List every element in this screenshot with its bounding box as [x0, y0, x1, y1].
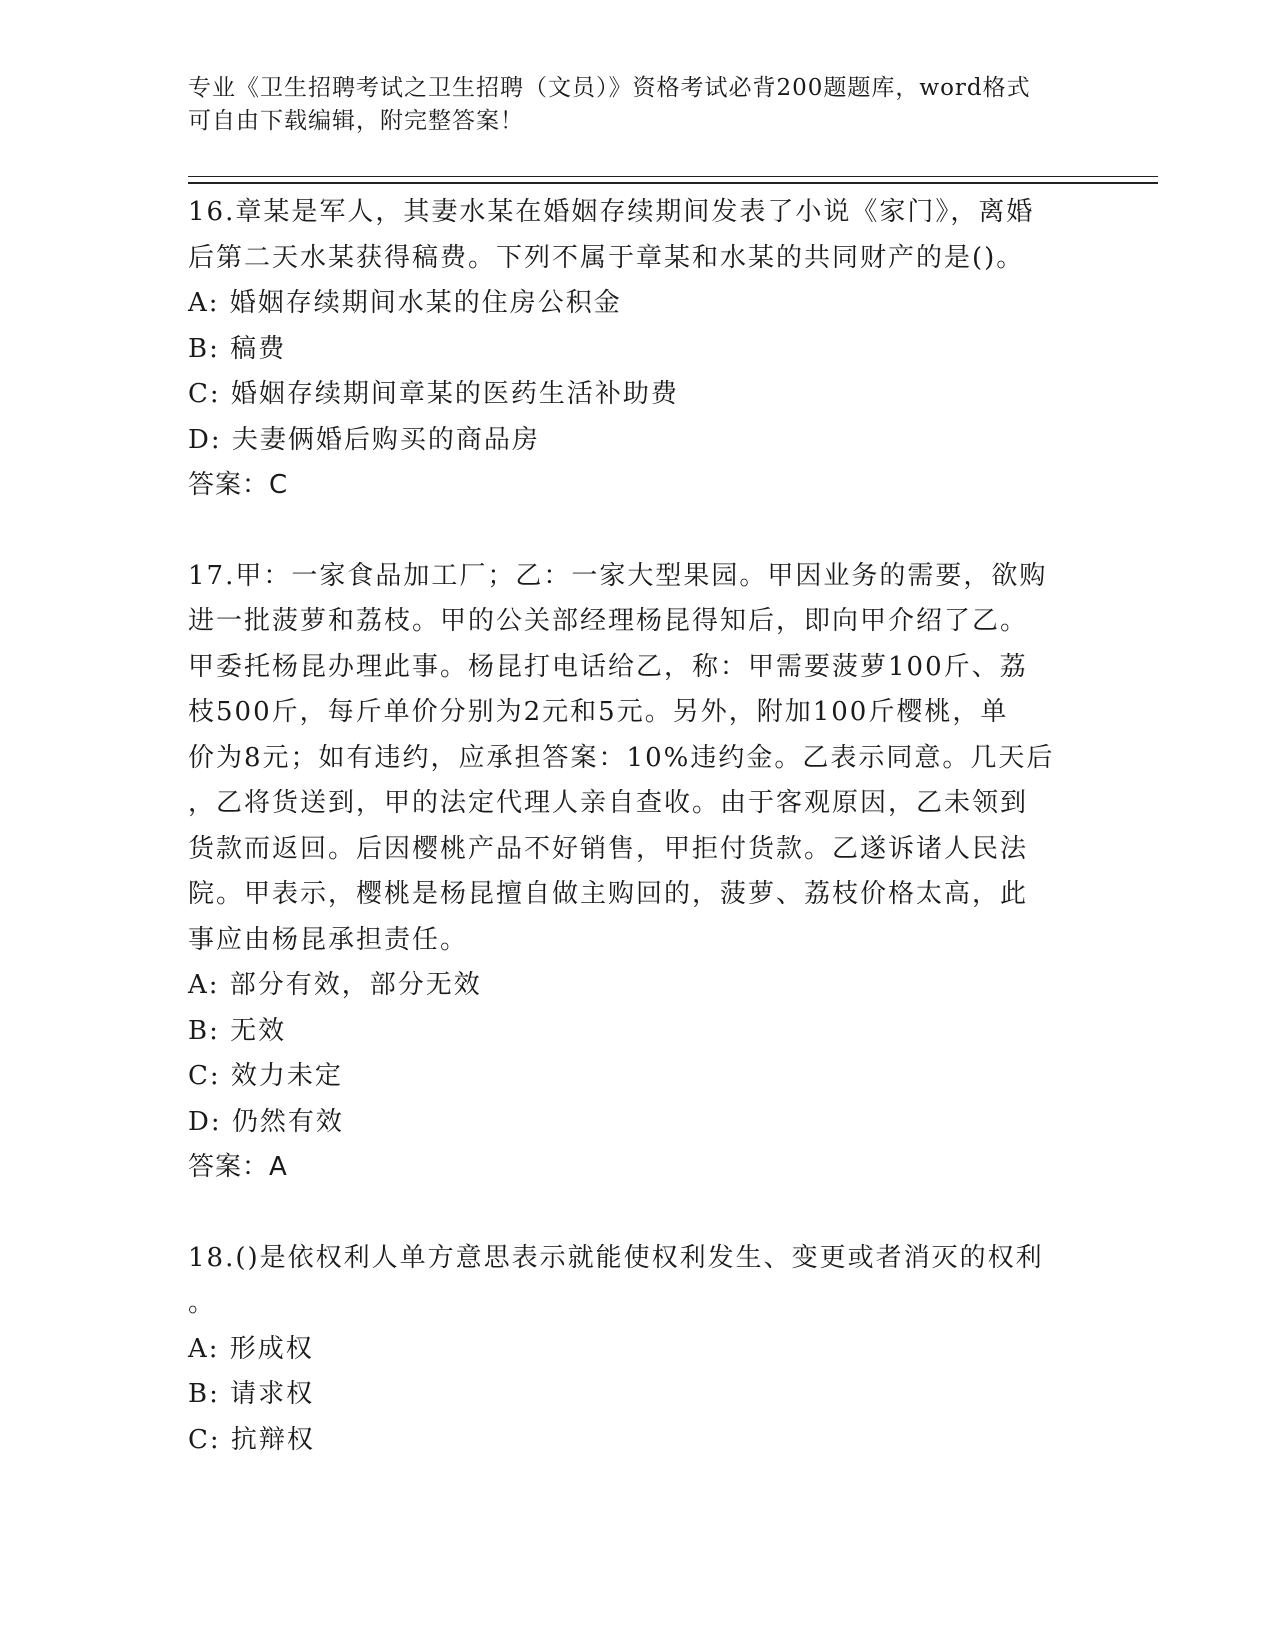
option-d: D: 夫妻俩婚后购买的商品房: [188, 424, 540, 455]
question-16: [188, 190, 1088, 509]
header-divider-thin: [188, 176, 1158, 177]
option-a: A: 形成权: [188, 1333, 314, 1364]
question-line: 17.甲：一家食品加工厂；乙：一家大型果园。甲因业务的需要，欲购: [188, 560, 1048, 591]
document-header: [188, 72, 1088, 138]
option-b: B: 请求权: [188, 1379, 315, 1409]
spacer: [188, 1191, 1088, 1236]
question-line: 院。甲表示，樱桃是杨昆擅自做主购回的，菠萝、荔枝价格太高，此: [188, 879, 1029, 909]
option-b: B: 稿费: [188, 333, 287, 364]
option-d: D: 仍然有效: [188, 1106, 344, 1137]
answer: 答案：A: [188, 1152, 288, 1182]
question-line: 货款而返回。后因樱桃产品不好销售，甲拒付货款。乙遂诉诸人民法: [188, 833, 1029, 864]
option-a: A: 婚姻存续期间水某的住房公积金: [188, 288, 622, 318]
option-b: B: 无效: [188, 1015, 287, 1046]
option-c: C: 婚姻存续期间章某的医药生活补助费: [188, 379, 679, 409]
question-18: [188, 1236, 1088, 1464]
header-line-2: 可自由下载编辑，附完整答案！: [188, 108, 524, 134]
option-a: A: 部分有效，部分无效: [188, 970, 482, 1000]
question-line: 后第二天水某获得稿费。下列不属于章某和水某的共同财产的是()。: [188, 242, 1025, 273]
question-line: 枝500斤，每斤单价分别为2元和5元。另外，附加100斤樱桃，单: [188, 697, 1009, 727]
option-c: C: 效力未定: [188, 1061, 343, 1091]
question-line: 事应由杨昆承担责任。: [188, 924, 469, 955]
question-line: 进一批菠萝和荔枝。甲的公关部经理杨昆得知后，即向甲介绍了乙。: [188, 606, 1029, 636]
question-17: [188, 554, 1088, 1191]
header-divider-thick: [188, 182, 1158, 184]
question-list: [188, 190, 1088, 1463]
header-line-1: 专业《卫生招聘考试之卫生招聘（文员）》资格考试必背200题题库，word格式: [188, 75, 1031, 101]
question-line: 16.章某是军人，其妻水某在婚姻存续期间发表了小说《家门》，离婚: [188, 197, 1035, 227]
question-line: 18.()是依权利人单方意思表示就能使权利发生、变更或者消灭的权利: [188, 1242, 1044, 1273]
question-line: 甲委托杨昆办理此事。杨昆打电话给乙，称：甲需要菠萝100斤、荔: [188, 651, 1028, 682]
question-line: 价为8元；如有违约，应承担答案：10%违约金。乙表示同意。几天后: [188, 742, 1055, 773]
question-line: 。: [188, 1288, 217, 1318]
answer: 答案：C: [188, 470, 289, 500]
option-c: C: 抗辩权: [188, 1424, 315, 1455]
spacer: [188, 509, 1088, 554]
question-line: ，乙将货送到，甲的法定代理人亲自查收。由于客观原因，乙未领到: [188, 788, 1029, 818]
